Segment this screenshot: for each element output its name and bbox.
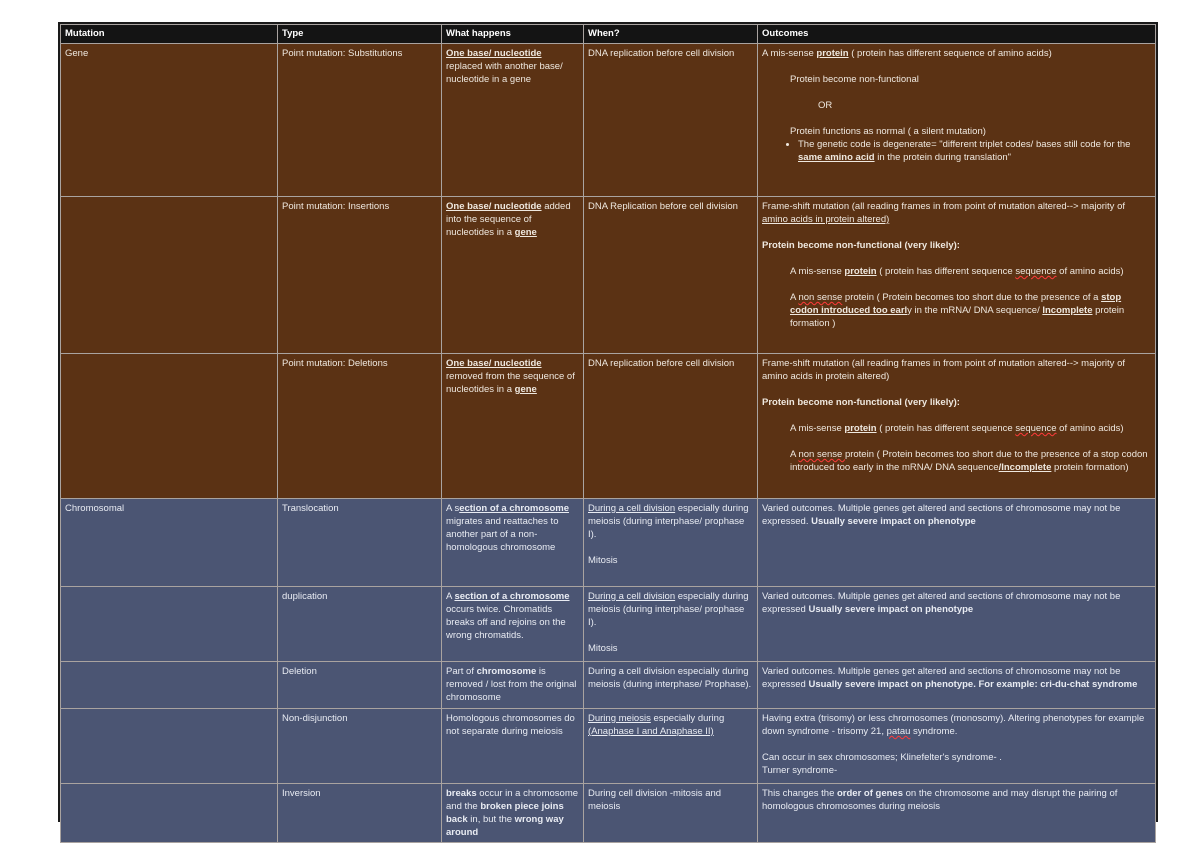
text: Frame-shift mutation (all reading frames in from point of mutation altered--> majority of amino acids in protein altered) (762, 358, 1125, 382)
text-bold: section of a chromosome (454, 591, 570, 602)
text: migrates and reattaches to another part of a non-homologous chromosome (446, 516, 559, 553)
table-row (61, 709, 1156, 784)
text-bold: order of genes (837, 788, 903, 799)
text-bold: broken piece joins back (446, 801, 564, 825)
cell-what-happens (442, 784, 584, 843)
text-bold: Protein become non-functional (very likely): (762, 240, 960, 251)
text: protein ( Protein becomes too short due to the presence of a (842, 292, 1102, 303)
text: Protein functions as normal ( a silent mutation) (790, 126, 986, 137)
text: added into the sequence of nucleotides in a (446, 201, 571, 238)
cell-mutation: Gene (61, 44, 278, 197)
text: The genetic code is degenerate= "different triplet codes/ bases still code for the (798, 139, 1131, 150)
text: Can occur in sex chromosomes; Klinefelter's syndrome- . (762, 752, 1002, 763)
cell-when: During cell division -mitosis and meiosis (584, 784, 758, 843)
text-bold: Incomplete (1042, 305, 1093, 316)
header-what-happens: What happens (442, 25, 584, 44)
cell-mutation (61, 662, 278, 709)
cell-mutation (61, 197, 278, 354)
text-bold: gene (514, 384, 537, 395)
cell-outcomes (758, 499, 1156, 587)
text: A (446, 591, 455, 602)
text-bold: protein (816, 48, 849, 59)
text: A (790, 449, 799, 460)
text-underlined: During meiosis (588, 713, 651, 724)
header-type: Type (278, 25, 442, 44)
cell-outcomes (758, 354, 1156, 499)
text-bold: Protein become non-functional (very likely): (762, 397, 960, 408)
text: Turner syndrome- (762, 765, 838, 776)
text: in, but the (467, 814, 515, 825)
text: on the chromosome and may disrupt the pairing of homologous chromosomes during meiosis (762, 788, 1118, 812)
cell-outcomes (758, 587, 1156, 662)
text-bold: protein (844, 423, 877, 434)
cell-type: Inversion (278, 784, 442, 843)
text: A s (446, 503, 460, 514)
cell-what-happens (442, 44, 584, 197)
text: OR (818, 100, 833, 111)
text-bold: same amino acid (798, 152, 875, 163)
text-spellcheck: sequence (1015, 266, 1057, 277)
text: protein ( Protein becomes too short due to the presence of a stop codon introduced too early in the mRNA/ DNA sequence (790, 449, 1148, 473)
cell-what-happens (442, 499, 584, 587)
cell-what-happens (442, 662, 584, 709)
cell-mutation: Chromosomal (61, 499, 278, 587)
table-row (61, 44, 1156, 197)
cell-outcomes (758, 197, 1156, 354)
cell-when: DNA Replication before cell division (584, 197, 758, 354)
cell-type: Translocation (278, 499, 442, 587)
text: Varied outcomes. Multiple genes get altered and sections of chromosome may not be expressed (762, 591, 1121, 615)
cell-type: Non-disjunction (278, 709, 442, 784)
cell-what-happens (442, 587, 584, 662)
cell-outcomes (758, 662, 1156, 709)
cell-mutation (61, 354, 278, 499)
cell-what-happens: Homologous chromosomes do not separate during meiosis (442, 709, 584, 784)
text: is removed / lost from the original chromosome (446, 666, 577, 703)
header-when: When? (584, 25, 758, 44)
text-spellcheck: non sense (798, 449, 845, 460)
text: Varied outcomes. Multiple genes get altered and sections of chromosome may not be expressed. (762, 503, 1121, 527)
text-bold: One base/ nucleotide (446, 201, 542, 212)
text: This changes the (762, 788, 837, 799)
cell-mutation (61, 709, 278, 784)
text-underlined: (Anaphase I and Anaphase II) (588, 726, 714, 737)
text: y in the mRNA/ DNA sequence/ (907, 305, 1043, 316)
text-bold: Usually severe impact on phenotype. For example: cri-du-chat syndrome (808, 679, 1138, 690)
text-spellcheck: sequence (1015, 423, 1057, 434)
text: Having extra (trisomy) or less chromosomes (monosomy). Altering phenotypes for example down syndrome - trisomy 21, (762, 713, 1145, 737)
table-row (61, 662, 1156, 709)
text: A (790, 292, 799, 303)
text-spellcheck: patau (886, 726, 911, 737)
text: ( protein has different sequence of amino acids) (848, 48, 1052, 59)
text: of amino acids) (1056, 423, 1124, 434)
text: Protein become non-functional (790, 74, 919, 85)
mutation-table (60, 24, 1156, 843)
text: syndrome. (910, 726, 958, 737)
text: of amino acids) (1056, 266, 1124, 277)
text: protein formation) (1051, 462, 1129, 473)
cell-mutation (61, 587, 278, 662)
table-row (61, 354, 1156, 499)
text-bold: protein (844, 266, 877, 277)
text: occur in a chromosome and the (446, 788, 579, 812)
text: replaced with another base/ nucleotide in a gene (446, 61, 563, 85)
cell-mutation (61, 784, 278, 843)
cell-type: Point mutation: Substitutions (278, 44, 442, 197)
text-bold: ection of a chromosome (459, 503, 570, 514)
table-row (61, 587, 1156, 662)
text-bold: gene (514, 227, 537, 238)
text: ( protein has different sequence (876, 423, 1016, 434)
text-bold: stop codon introduced too earl (790, 292, 1122, 316)
text-bold: One base/ nucleotide (446, 48, 542, 59)
text-bold: breaks (446, 788, 477, 799)
text: A mis-sense (790, 266, 845, 277)
text: Part of (446, 666, 477, 677)
cell-type: Point mutation: Insertions (278, 197, 442, 354)
cell-outcomes (758, 44, 1156, 197)
text-underlined: During a cell division (588, 503, 676, 514)
text-bold: /Incomplete (998, 462, 1052, 473)
cell-type: Point mutation: Deletions (278, 354, 442, 499)
text: A mis-sense (762, 48, 817, 59)
text-bold: wrong way around (446, 814, 564, 838)
text: ( protein has different sequence (876, 266, 1016, 277)
table-row (61, 784, 1156, 843)
text: Varied outcomes. Multiple genes get altered and sections of chromosome may not be expressed (762, 666, 1121, 690)
table-row (61, 499, 1156, 587)
text-bold: chromosome (476, 666, 537, 677)
text-underlined: During a cell division (588, 591, 676, 602)
text: Frame-shift mutation (all reading frames in from point of mutation altered--> majority of (762, 201, 1125, 212)
mutation-table-wrapper (58, 22, 1158, 838)
text-bold: Usually severe impact on phenotype (811, 516, 976, 527)
text: A mis-sense (790, 423, 845, 434)
cell-when (584, 709, 758, 784)
text-bold: Usually severe impact on phenotype (808, 604, 974, 615)
cell-when: During a cell division especially during meiosis (during interphase/ Prophase). (584, 662, 758, 709)
header-row (61, 25, 1156, 44)
cell-when (584, 499, 758, 587)
text: occurs twice. Chromatids breaks off and rejoins on the wrong chromatids. (446, 604, 566, 641)
cell-when: DNA replication before cell division (584, 354, 758, 499)
cell-when (584, 587, 758, 662)
text-spellcheck: non sense (798, 292, 843, 303)
text: removed from the sequence of nucleotides in a (446, 371, 575, 395)
cell-what-happens (442, 197, 584, 354)
text-bold: One base/ nucleotide (446, 358, 542, 369)
header-outcomes: Outcomes (758, 25, 1156, 44)
text-underlined: amino acids in protein altered) (762, 214, 890, 225)
cell-type: duplication (278, 587, 442, 662)
header-mutation: Mutation (61, 25, 278, 44)
text: especially during meiosis (during interphase/ prophase I). (588, 591, 749, 628)
text: protein formation ) (790, 305, 1125, 329)
cell-outcomes (758, 709, 1156, 784)
text: in the protein during translation" (874, 152, 1012, 163)
cell-type: Deletion (278, 662, 442, 709)
text: especially during meiosis (during interphase/ prophase I). (588, 503, 749, 540)
text: especially during (650, 713, 725, 724)
bullet-list (762, 138, 1151, 164)
text: Mitosis (588, 643, 618, 654)
cell-outcomes (758, 784, 1156, 843)
cell-what-happens (442, 354, 584, 499)
table-row (61, 197, 1156, 354)
text: Mitosis (588, 555, 618, 566)
cell-when: DNA replication before cell division (584, 44, 758, 197)
list-item (798, 138, 1151, 164)
